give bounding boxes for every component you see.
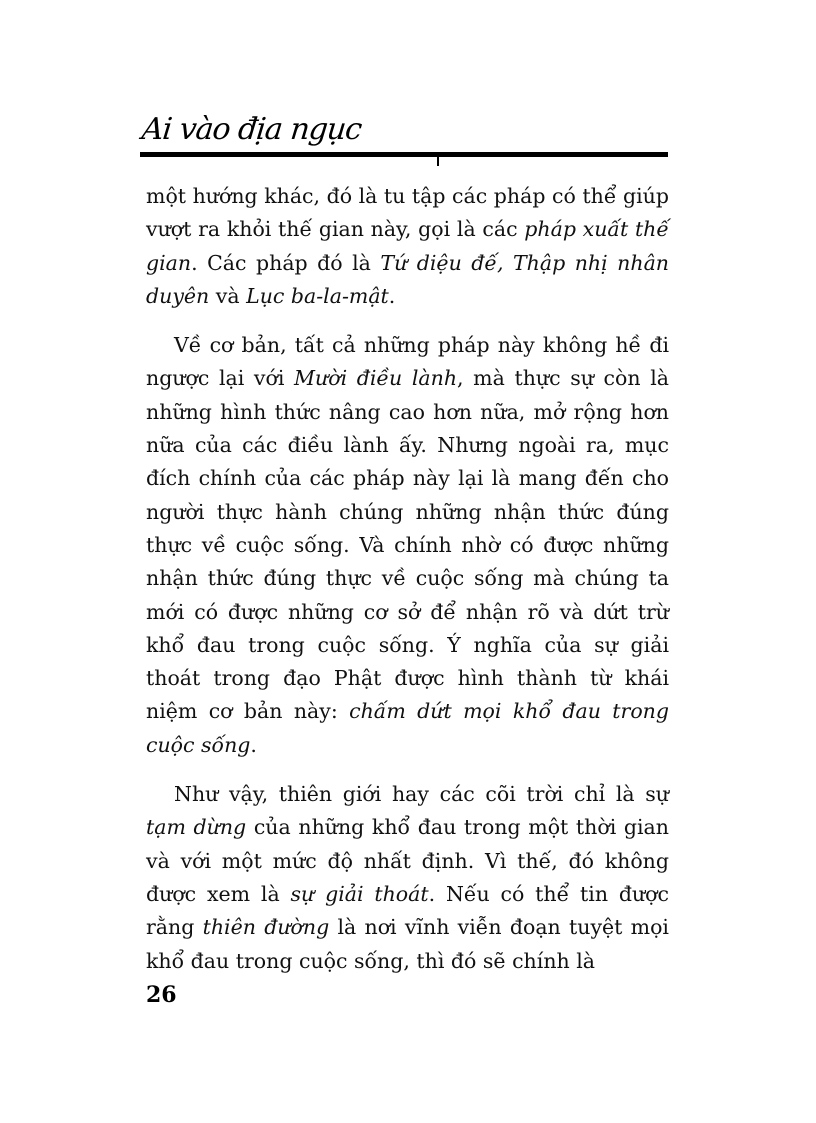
italic-phrase: sự giải thoát xyxy=(290,881,429,906)
italic-phrase: Lục ba-la-mật xyxy=(246,283,389,308)
text-run: là nơi vĩnh viễn đoạn tuyệt mọi khổ đau trong cuộc sống, thì đó sẽ chính là xyxy=(146,915,669,973)
text-run: . xyxy=(388,283,396,308)
book-title: Ai vào địa ngục xyxy=(140,112,363,147)
text-run: Về cơ bản, tất cả những pháp này không hề đi ngược lại với xyxy=(146,333,669,391)
header-rule xyxy=(140,152,668,157)
text-run: của những khổ đau trong một thời gian và với một mức độ nhất định. Vì thế, đó không được xem là xyxy=(146,815,669,906)
italic-phrase: Tứ diệu đế, Thập nhị nhân duyên xyxy=(146,250,669,308)
paragraph xyxy=(146,180,669,313)
running-header xyxy=(140,104,670,168)
italic-phrase: tạm dừng xyxy=(146,815,247,840)
paragraph xyxy=(146,329,669,762)
header-rule-tail xyxy=(437,154,439,166)
text-run: Như vậy, thiên giới hay các cõi trời chỉ là sự xyxy=(174,782,669,807)
italic-phrase: Mười điều lành xyxy=(294,366,458,391)
italic-phrase: pháp xuất thế gian xyxy=(146,217,669,275)
body-text xyxy=(146,180,669,994)
text-run: một hướng khác, đó là tu tập các pháp có thể giúp vượt ra khỏi thế gian này, gọi là các xyxy=(146,184,669,242)
page-number: 26 xyxy=(146,982,177,1008)
text-run: và xyxy=(209,283,247,308)
text-run: , mà thực sự còn là những hình thức nâng cao hơn nữa, mở rộng hơn nữa của các điều lành ấy. Nhưng ngoài ra, mục đích chính của các pháp này lại là mang đến cho người thực hành chúng những nhận thức đúng thực về cuộc sống. Và chính nhờ có được những nhận thức đúng thực về cuộc sống mà chúng ta mới có được những cơ sở để nhận rõ và dứt trừ khổ đau trong cuộc sống. Ý nghĩa của sự giải thoát trong đạo Phật được hình thành từ khái niệm cơ bản này: xyxy=(146,366,669,724)
paragraph xyxy=(146,778,669,978)
italic-phrase: thiên đường xyxy=(202,915,330,940)
text-run: . Nếu có thể tin được rằng xyxy=(146,881,670,940)
text-run: . xyxy=(250,732,257,757)
italic-phrase: chấm dứt mọi khổ đau trong cuộc sống xyxy=(146,699,670,757)
text-run: . Các pháp đó là xyxy=(191,250,381,275)
